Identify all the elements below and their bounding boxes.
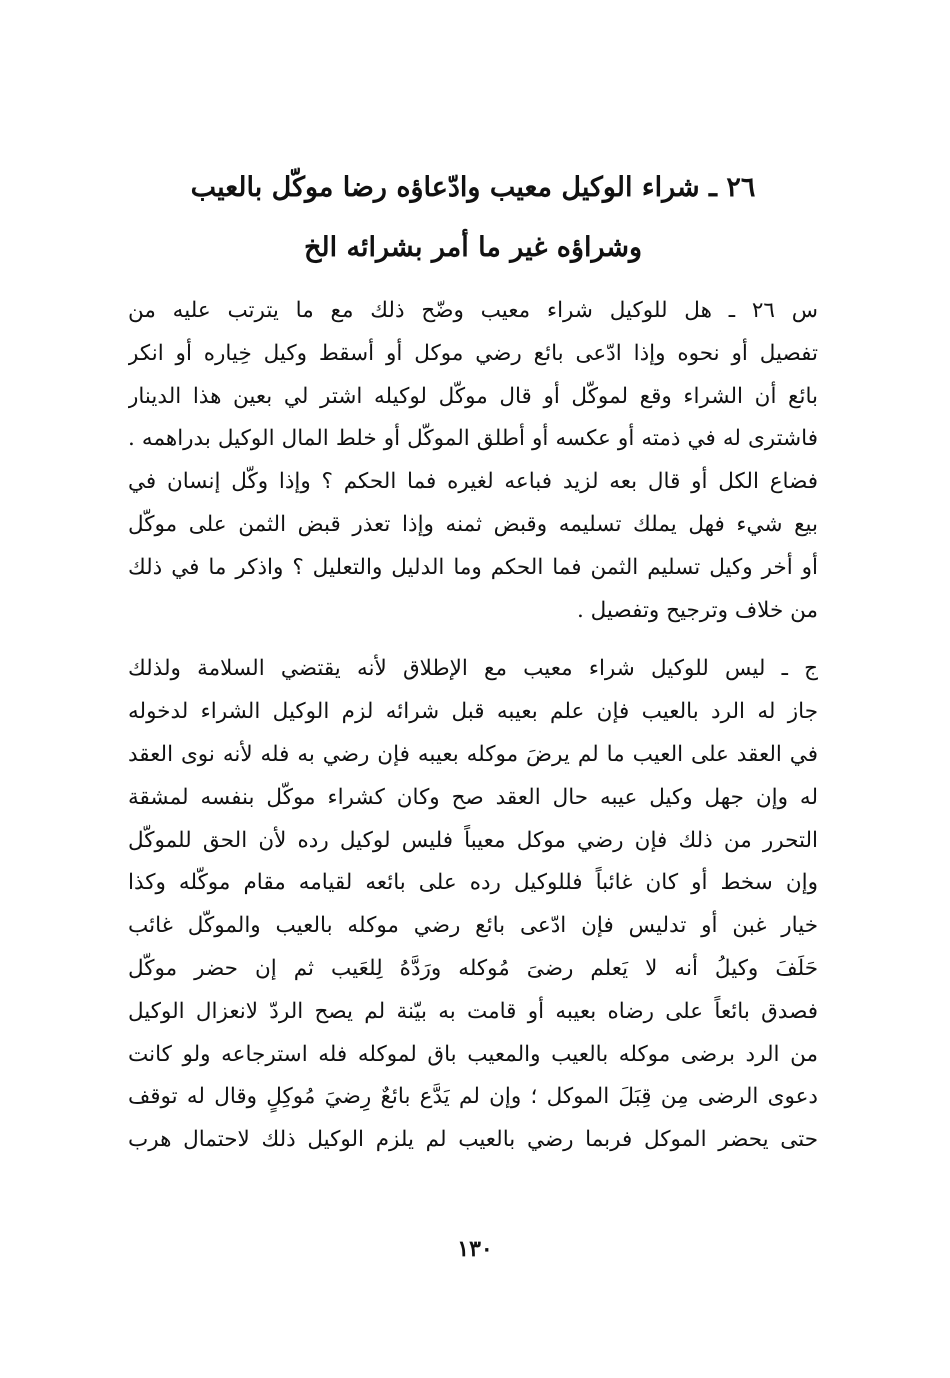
answer-paragraph [128,648,818,1162]
answer-line: ج ـ ليس للوكيل شراء معيب مع الإطلاق لأنه يقتضي السلامة ولذلك [128,656,818,682]
answer-line: جاز له الرد بالعيب فإن علم بعيبه قبل شرائه لزم الوكيل الشراء لدخوله [128,699,818,725]
answer-line: فصدق بائعاً على رضاه بعيبه أو قامت به بيّنة لم يصح الردّ لانعزال الوكيل [128,998,818,1024]
answer-line: له وإن جهل وكيل عيبه حال العقد صح وكان كشراء موكّل بنفسه لمشقة [128,784,818,810]
question-line: أو أخر وكيل تسليم الثمن فما الحكم وما الدليل والتعليل ؟ واذكر ما في ذلك [128,554,818,580]
question-line: بيع شيء فهل يملك تسليمه وقبض ثمنه وإذا تعذر قبض الثمن على موكّل [128,511,818,537]
page-number: ١٣٠ [457,1236,493,1262]
question-line: فضاع الكل أو قال بعه لزيد فباعه لغيره فما الحكم ؟ وإذا وكّل إنسان في [128,469,818,495]
question-paragraph [128,290,818,632]
paragraph-gap [128,632,818,648]
question-line: فاشترى له في ذمته أو عكسه أو أطلق الموكّل أو خلط المال الوكيل بدراهمه . [128,426,818,452]
answer-line: من الرد برضى موكله بالعيب والمعيب باق لموكله فله استرجاعه ولو كانت [128,1041,818,1067]
question-line: من خلاف وترجيح وتفصيل . [576,597,818,623]
answer-line: وإن سخط أو كان غائباً فللوكيل رده على بائعه لقيامه مقام موكّله وكذا [128,870,818,896]
answer-line: حَلَفَ وكيلُ أنه لا يَعلم رضىَ مُوكله ورَدَّهُ لِلعَيب ثم إن حضر موكّل [128,955,818,981]
question-line: بائع أن الشراء وقع لموكّل أو قال موكّل لوكيله اشتر لي بعين هذا الدينار [128,383,818,409]
section-heading [128,158,818,278]
page-body [128,158,818,1162]
answer-line: دعوى الرضى مِن قِبَلَ الموكل ؛ وإن لم يَدَّع بائعٌ رِضيَ مُوكِلٍ وقال له توقف [128,1084,818,1110]
answer-line: خيار غبن أو تدليس فإن ادّعى بائع رضي موكله بالعيب والموكّل غائب [128,913,818,939]
heading-line-1: ٢٦ ـ شراء الوكيل معيب وادّعاؤه رضا موكّل بالعيب [190,172,756,203]
heading-line-2: وشراؤه غير ما أمر بشرائه الخ [303,232,643,263]
answer-line: التحرر من ذلك فإن رضي موكل معيباً فليس لوكيل رده لأن الحق للموكّل [128,827,818,853]
answer-line: حتى يحضر الموكل فربما رضي بالعيب لم يلزم الوكيل ذلك لاحتمال هرب [128,1127,818,1153]
question-line: تفصيل أو نحوه وإذا ادّعى بائع رضي موكل أو أسقط وكيل خِياره أو انكر [128,340,818,366]
question-line: س ٢٦ ـ هل للوكيل شراء معيب وضّح ذلك مع ما يترتب عليه من [128,298,818,323]
answer-line: في العقد على العيب ما لم يرضَ موكله بعيبه فإن رضي به فله لأنه نوى العقد [128,741,818,767]
